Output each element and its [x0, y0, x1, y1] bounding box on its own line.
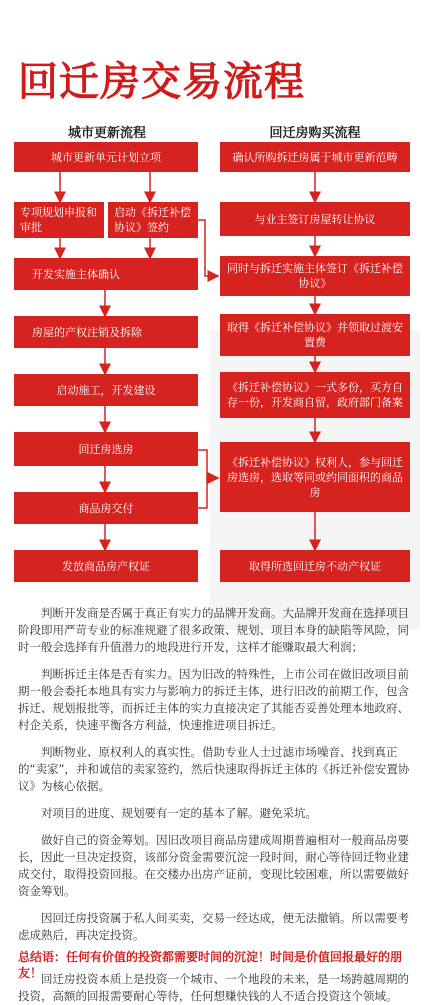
left-step-5: 房屋的产权注销及拆除: [14, 316, 198, 348]
paragraph-5: 做好自己的资金筹划。因旧改项目商品房建成周期普遍相对一般商品房要长，因此一旦决定投资，该部分资金需要沉淀一段时间，耐心等待回迁物业建成交付，取得投资回报。在交楼办出房产证前，变现比较困难，所以需要做好资金筹划。: [18, 833, 409, 898]
closing-paragraph: 回迁房投资本质上是投资一个城市、一个地段的未来，是一场跨越周期的投资，高额的回报需要耐心等待，任何想赚快钱的人不适合投资这个领域。: [18, 972, 409, 1003]
summary-line: 总结语：任何有价值的投资都需要时间的沉淀！时间是价值回报最好的朋友！: [18, 950, 403, 980]
right-step-1: 确认所购拆迁房属于城市更新范畴: [220, 142, 410, 172]
right-step-3: 同时与拆迁实施主体签订《拆迁补偿协议》: [220, 256, 410, 296]
left-step-3: 启动《拆迁补偿协议》签约: [108, 202, 198, 238]
left-step-4: 开发实施主体确认: [14, 258, 198, 290]
right-column-title: 回迁房购买流程: [269, 126, 361, 141]
right-step-5: 《拆迁补偿协议》一式多份，买方自存一份，开发商自留，政府部门备案: [220, 372, 410, 418]
left-step-7: 回迁房选房: [14, 432, 198, 466]
arrow-l8-r6: [197, 478, 207, 508]
left-step-9: 发放商品房产权证: [14, 550, 198, 582]
page-title: 回迁房交易流程: [18, 59, 305, 105]
left-step-1: 城市更新单元计划立项: [14, 142, 198, 172]
arrow-l3-r3: [197, 220, 218, 276]
paragraph-4: 对项目的进度、规划要有一定的基本了解。避免采坑。: [41, 806, 317, 820]
right-step-6: 《拆迁补偿协议》权利人，参与回迁房选房，选取等同或约同面积的商品房: [220, 442, 410, 512]
right-step-2: 与业主签订房屋转让协议: [220, 202, 410, 236]
arrow-l7-r6: [197, 450, 218, 478]
paragraph-6: 因回迁房投资属于私人间买卖，交易一经达成，便无法撤销。所以需要考虑成熟后，再决定投资。: [18, 911, 409, 942]
right-step-7: 取得所选回迁房不动产权证: [220, 550, 410, 582]
paragraph-2: 判断拆迁主体是否有实力。因为旧改的特殊性，上市公司在做旧改项目前期一般会委托本地具有实力与影响力的拆迁主体，进行旧改的前期工作，包含拆迁、规划报批等，而拆迁主体的实力直接决定了其能否妥善处理本地政府、村企关系，快速平衡各方利益，快速推进项目拆迁。: [18, 667, 409, 732]
right-step-4: 取得《拆迁补偿协议》并领取过渡安置费: [220, 314, 410, 356]
left-step-2: 专项规划申报和审批: [14, 202, 104, 238]
left-step-8: 商品房交付: [14, 492, 198, 524]
left-step-6: 启动施工，开发建设: [14, 374, 198, 406]
body-text: [18, 605, 418, 954]
paragraph-3: 判断物业、原权利人的真实性。借助专业人士过滤市场噪音、找到真正的“卖家”，并和诚信的卖家签约，然后快速取得拆迁主体的《拆迁补偿安置协议》为核心依据。: [18, 745, 410, 793]
left-column-title: 城市更新流程: [67, 126, 146, 141]
paragraph-1: 判断开发商是否属于真正有实力的品牌开发商。大品牌开发商在选择项目阶段即用严苛专业的标准规避了很多政策、规划、项目本身的缺陷等风险，同时一般会选择有升值潜力的地段进行开发，这样才能赚取最大利润；: [18, 606, 409, 654]
